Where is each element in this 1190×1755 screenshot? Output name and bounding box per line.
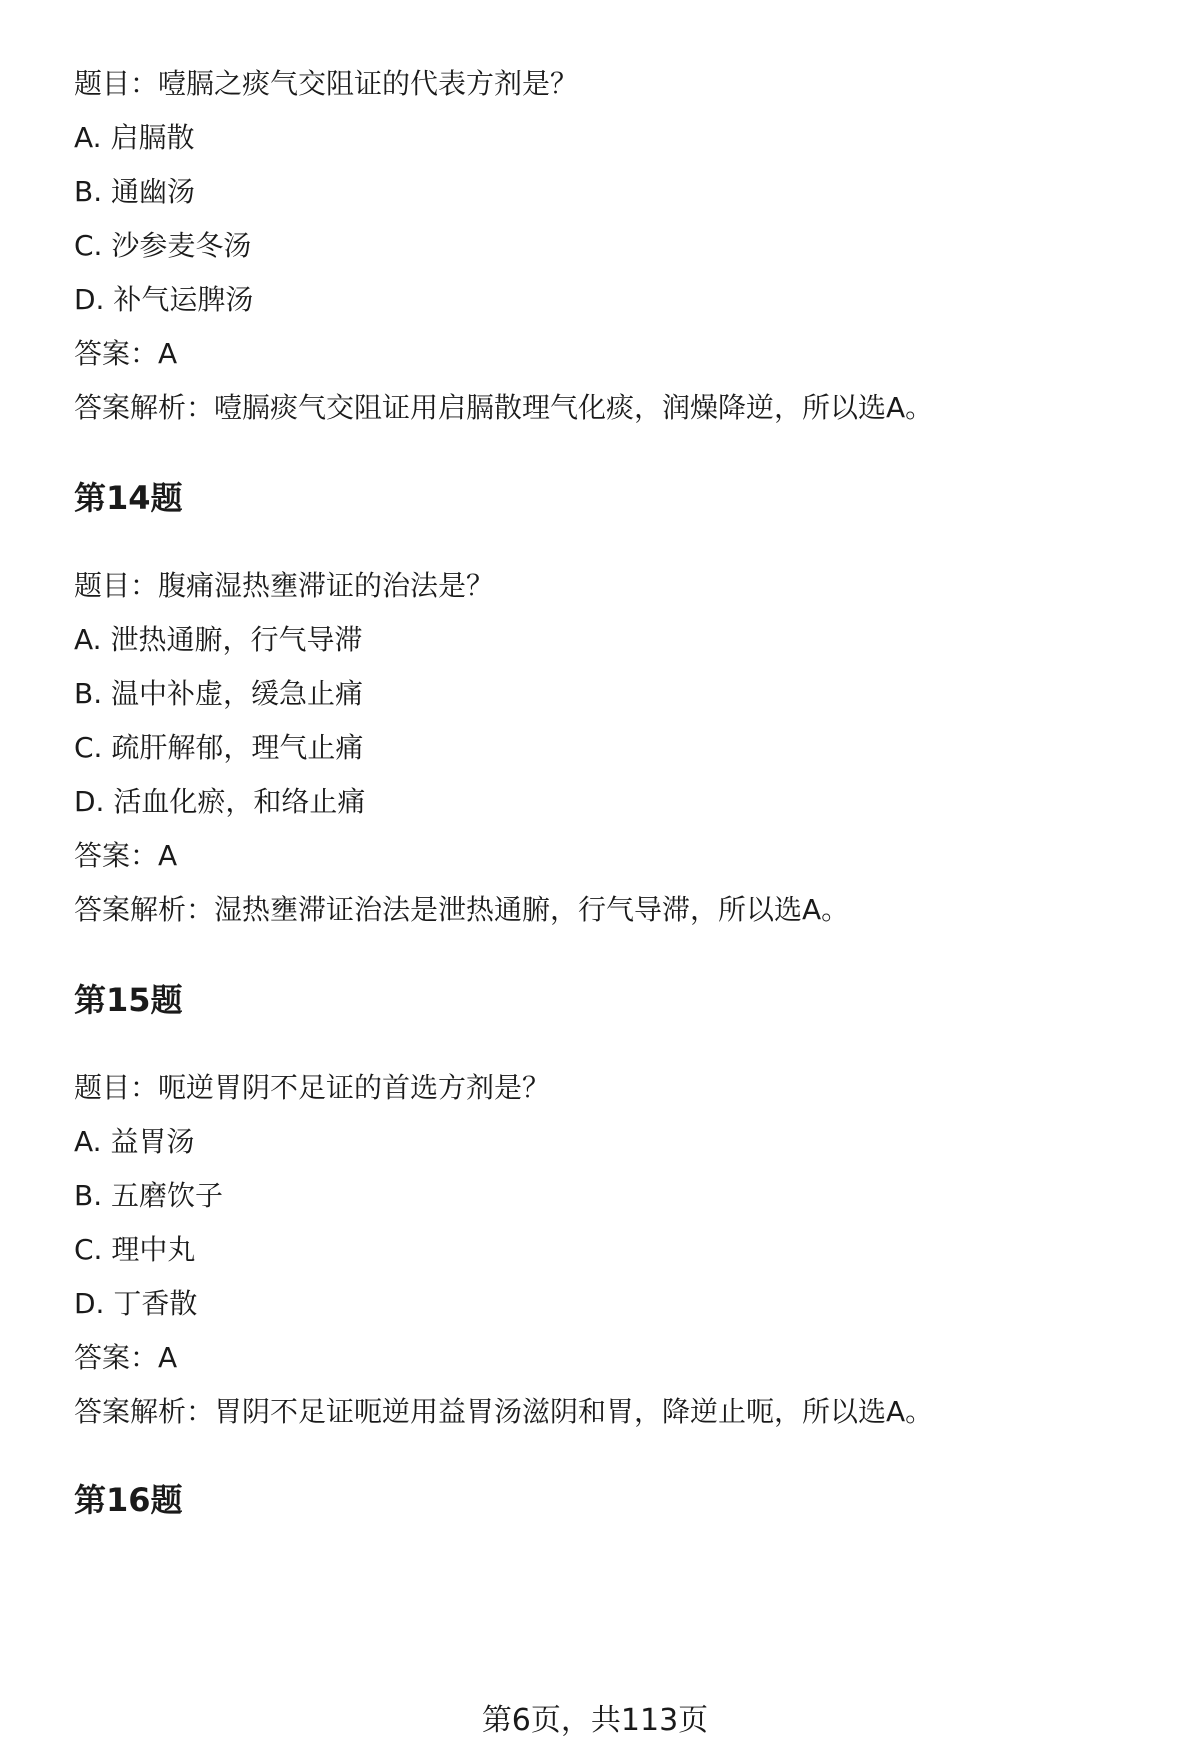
q14-heading: 第14题 (74, 479, 183, 517)
q14-question: 题目：腹痛湿热壅滞证的治法是？ (74, 569, 495, 602)
q14-option-c: C. 疏肝解郁，理气止痛 (74, 731, 364, 764)
q13-option-d: D. 补气运脾汤 (74, 283, 254, 316)
q15-question: 题目：呃逆胃阴不足证的首选方剂是？ (74, 1071, 551, 1104)
q13-analysis: 答案解析：噎膈痰气交阻证用启膈散理气化痰，润燥降逆，所以选A。 (74, 391, 934, 424)
q14-option-a: A. 泄热通腑，行气导滞 (74, 623, 363, 656)
q14-analysis: 答案解析：湿热壅滞证治法是泄热通腑，行气导滞，所以选A。 (74, 893, 850, 926)
q15-heading: 第15题 (74, 981, 183, 1019)
q13-option-c: C. 沙参麦冬汤 (74, 229, 252, 262)
q15-option-b: B. 五磨饮子 (74, 1179, 224, 1212)
q13-option-a: A. 启膈散 (74, 121, 195, 154)
q13-question: 题目：噎膈之痰气交阻证的代表方剂是？ (74, 67, 579, 100)
q14-option-b: B. 温中补虚，缓急止痛 (74, 677, 364, 710)
q15-analysis: 答案解析：胃阴不足证呃逆用益胃汤滋阴和胃，降逆止呃，所以选A。 (74, 1395, 934, 1428)
q13-answer: 答案：A (74, 337, 178, 370)
q13-option-b: B. 通幽汤 (74, 175, 196, 208)
q15-option-c: C. 理中丸 (74, 1233, 196, 1266)
q15-answer: 答案：A (74, 1341, 178, 1374)
q15-option-d: D. 丁香散 (74, 1287, 198, 1320)
page-number-footer: 第6页，共113页 (481, 1703, 709, 1738)
q14-answer: 答案：A (74, 839, 178, 872)
q16-heading: 第16题 (74, 1481, 183, 1519)
q15-option-a: A. 益胃汤 (74, 1125, 195, 1158)
q14-option-d: D. 活血化瘀，和络止痛 (74, 785, 366, 818)
